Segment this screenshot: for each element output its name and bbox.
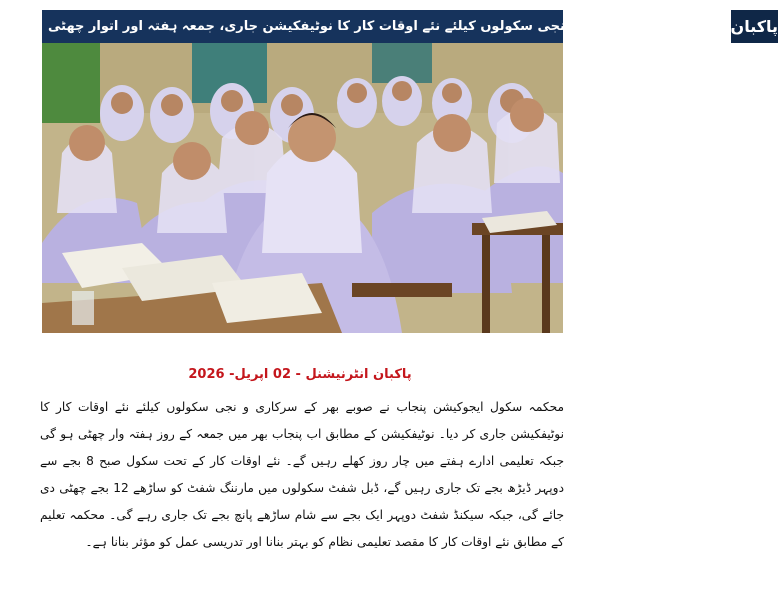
news-photo — [42, 43, 563, 333]
headline-banner — [42, 10, 778, 43]
dateline: پاکبان انٹرنیشنل - 02 اپریل- 2026 — [188, 367, 412, 382]
brand-logo: پاکبان — [729, 10, 778, 43]
classroom-photo-icon — [42, 43, 563, 333]
headline-text: پنجاب بھر کے سرکاری و نجی سکولوں کیلئے نئے اوقات کار کا نوٹیفکیشن جاری، جمعہ ہفتہ اور اتوار چھٹی — [48, 19, 723, 34]
article-body: محکمہ سکول ایجوکیشن پنجاب نے صوبے بھر کے سرکاری و نجی سکولوں کیلئے نئے اوقات کار کا نوٹیفکیشن جاری کر دیا۔ نوٹیفکیشن کے مطابق اب پنجاب بھر میں جمعہ کے روز ہفتہ وار چھٹی ہو گی جبکہ تعلیمی ادارے ہفتے میں چار روز کھلے رہیں گے۔ نئے اوقات کار کے تحت سکول صبح 8 بجے سے دوپہر ڈیڑھ بجے تک جاری رہیں گے، ڈبل شفٹ سکولوں میں مارننگ شفٹ کو ساڑھے 12 بجے چھٹی دی جائے گی، جبکہ سیکنڈ شفٹ دوپہر ایک بجے سے شام ساڑھے پانچ بجے تک جاری رہے گی۔ محکمہ تعلیم کے مطابق نئے اوقات کار کا مقصد تعلیمی نظام کو بہتر بنانا اور تدریسی عمل کو مؤثر بنانا ہے۔ — [40, 400, 564, 549]
